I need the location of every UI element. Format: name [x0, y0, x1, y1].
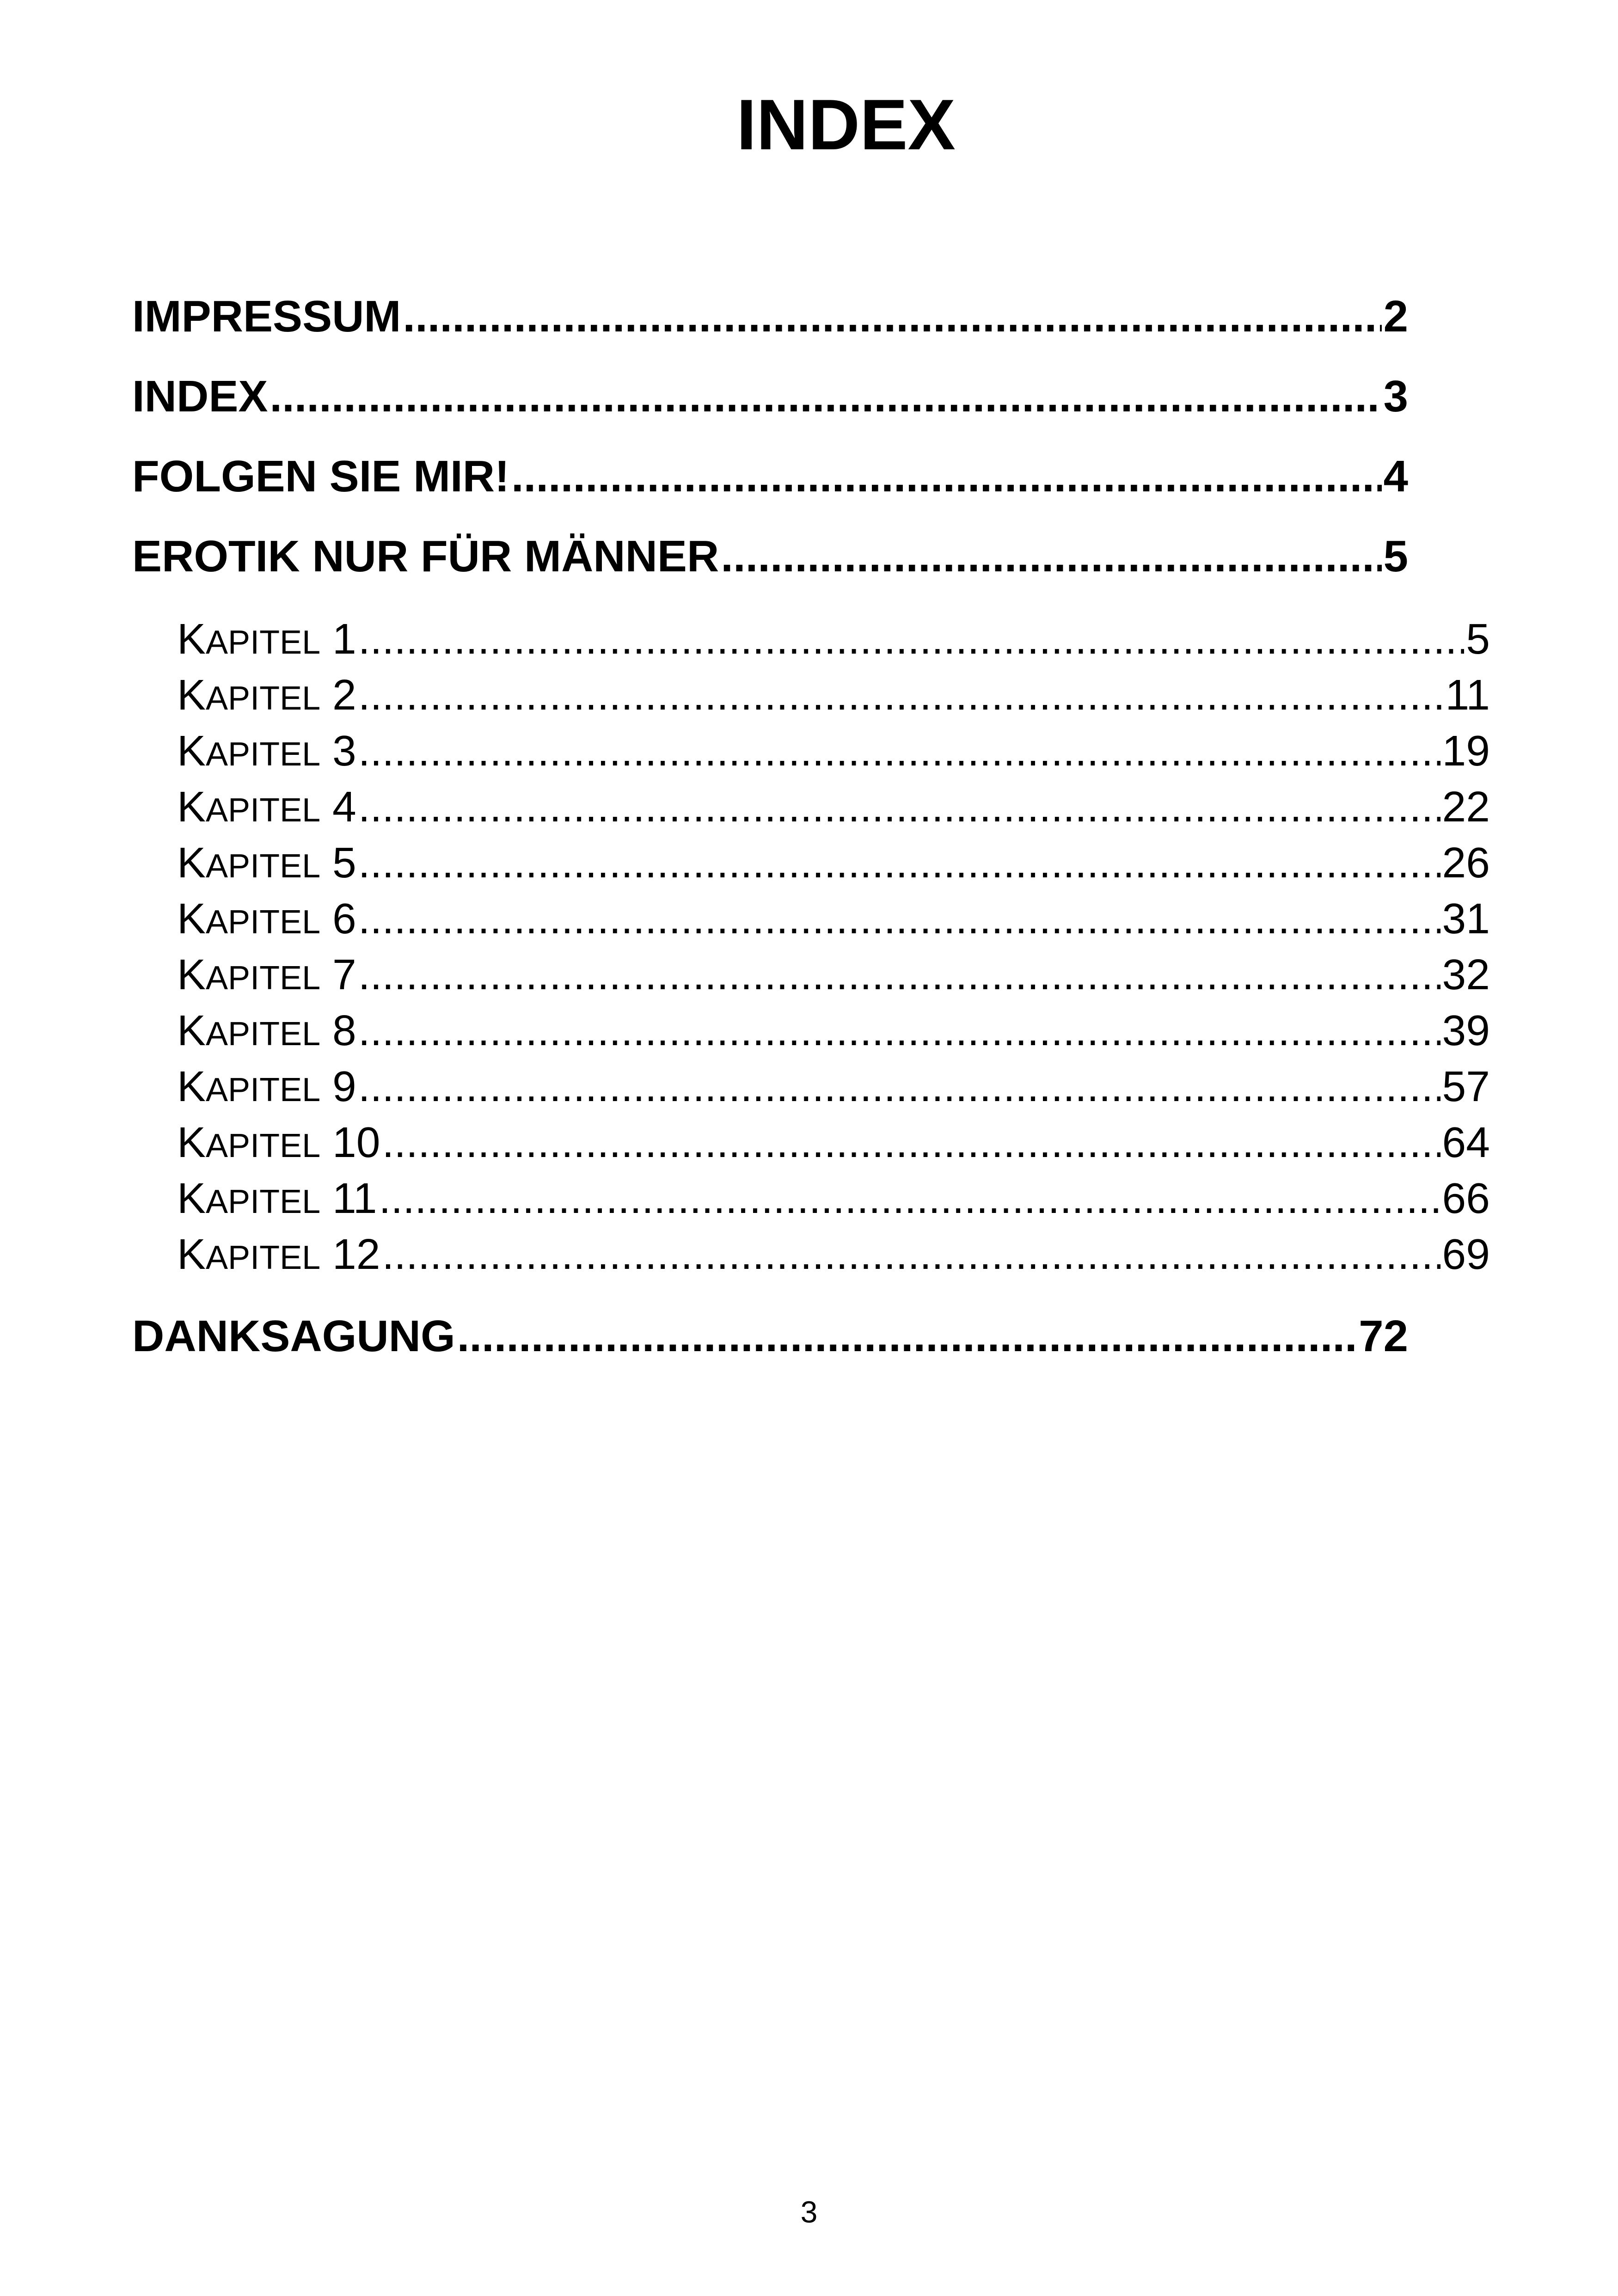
toc-chapter-page: 19: [1442, 727, 1490, 775]
toc-entry-label: IMPRESSUM: [132, 292, 401, 341]
toc-chapter-label: KAPITEL 11: [177, 1174, 377, 1222]
dot-leader: [382, 1114, 1440, 1170]
toc-chapter-label: KAPITEL 5: [177, 839, 356, 887]
page-title: INDEX: [736, 85, 956, 165]
toc-chapter-label: KAPITEL 9: [177, 1062, 356, 1110]
toc-chapter-label: KAPITEL 8: [177, 1006, 356, 1054]
dot-leader: [382, 1226, 1440, 1282]
toc-entry-label: FOLGEN SIE MIR!: [132, 452, 509, 501]
toc-entry-page: 3: [1383, 372, 1408, 421]
toc-chapter-page: 26: [1442, 839, 1490, 887]
toc-entry-page: 2: [1383, 292, 1408, 341]
toc-chapter-page: 64: [1442, 1118, 1490, 1166]
dot-leader: [358, 1059, 1440, 1114]
dot-leader: [358, 1003, 1440, 1058]
toc-chapter-label: KAPITEL 3: [177, 727, 356, 775]
toc-chapter-6[interactable]: [177, 891, 1490, 946]
toc-chapter-label: KAPITEL 10: [177, 1118, 380, 1166]
toc-entry-folgen-sie-mir[interactable]: [132, 447, 1408, 507]
dot-leader: [403, 287, 1381, 347]
toc-entry-page: 4: [1383, 452, 1408, 501]
toc-chapter-8[interactable]: [177, 1003, 1490, 1058]
toc-entry-erotik[interactable]: [132, 527, 1408, 587]
toc-entry-label: DANKSAGUNG: [132, 1311, 455, 1361]
toc-chapter-2[interactable]: [177, 667, 1490, 722]
toc-chapter-12[interactable]: [177, 1226, 1490, 1282]
page-number: 3: [800, 2195, 818, 2229]
toc-chapter-4[interactable]: [177, 779, 1490, 834]
toc-chapter-3[interactable]: [177, 723, 1490, 778]
toc-entry-page: 72: [1359, 1311, 1408, 1361]
dot-leader: [457, 1306, 1357, 1366]
toc-entry-label: EROTIK NUR FÜR MÄNNER: [132, 532, 719, 581]
dot-leader: [270, 367, 1381, 427]
dot-leader: [379, 1170, 1440, 1226]
dot-leader: [358, 779, 1440, 834]
toc-chapter-9[interactable]: [177, 1059, 1490, 1114]
toc-chapter-label: KAPITEL 12: [177, 1230, 380, 1278]
toc-chapter-page: 22: [1442, 783, 1490, 831]
dot-leader: [358, 835, 1440, 890]
dot-leader: [358, 667, 1444, 722]
toc-entry-danksagung[interactable]: [132, 1306, 1408, 1366]
toc-chapter-label: KAPITEL 2: [177, 671, 356, 719]
dot-leader: [358, 891, 1440, 946]
dot-leader: [358, 947, 1440, 1002]
dot-leader: [358, 723, 1440, 778]
dot-leader: [511, 447, 1382, 507]
toc-chapter-5[interactable]: [177, 835, 1490, 890]
toc-entry-index[interactable]: [132, 367, 1408, 427]
toc-chapter-7[interactable]: [177, 947, 1490, 1002]
toc-chapter-page: 5: [1466, 615, 1490, 663]
toc-chapter-page: 39: [1442, 1006, 1490, 1054]
dot-leader: [721, 527, 1381, 587]
toc-chapter-label: KAPITEL 7: [177, 950, 356, 998]
toc-chapter-page: 32: [1442, 950, 1490, 998]
toc-chapter-page: 57: [1442, 1062, 1490, 1110]
toc-chapter-page: 11: [1445, 671, 1490, 719]
toc-chapter-label: KAPITEL 4: [177, 783, 356, 831]
toc-entry-label: INDEX: [132, 372, 268, 421]
toc-chapter-page: 69: [1442, 1230, 1490, 1278]
toc-entry-page: 5: [1383, 532, 1408, 581]
toc-chapter-10[interactable]: [177, 1114, 1490, 1170]
toc-chapter-label: KAPITEL 1: [177, 615, 356, 663]
toc-entry-impressum[interactable]: [132, 287, 1408, 347]
toc-chapter-label: KAPITEL 6: [177, 894, 356, 943]
toc-chapter-11[interactable]: [177, 1170, 1490, 1226]
dot-leader: [358, 611, 1465, 667]
toc-chapter-page: 31: [1442, 894, 1490, 943]
toc-chapter-1[interactable]: [177, 611, 1490, 667]
toc-chapter-page: 66: [1442, 1174, 1490, 1222]
